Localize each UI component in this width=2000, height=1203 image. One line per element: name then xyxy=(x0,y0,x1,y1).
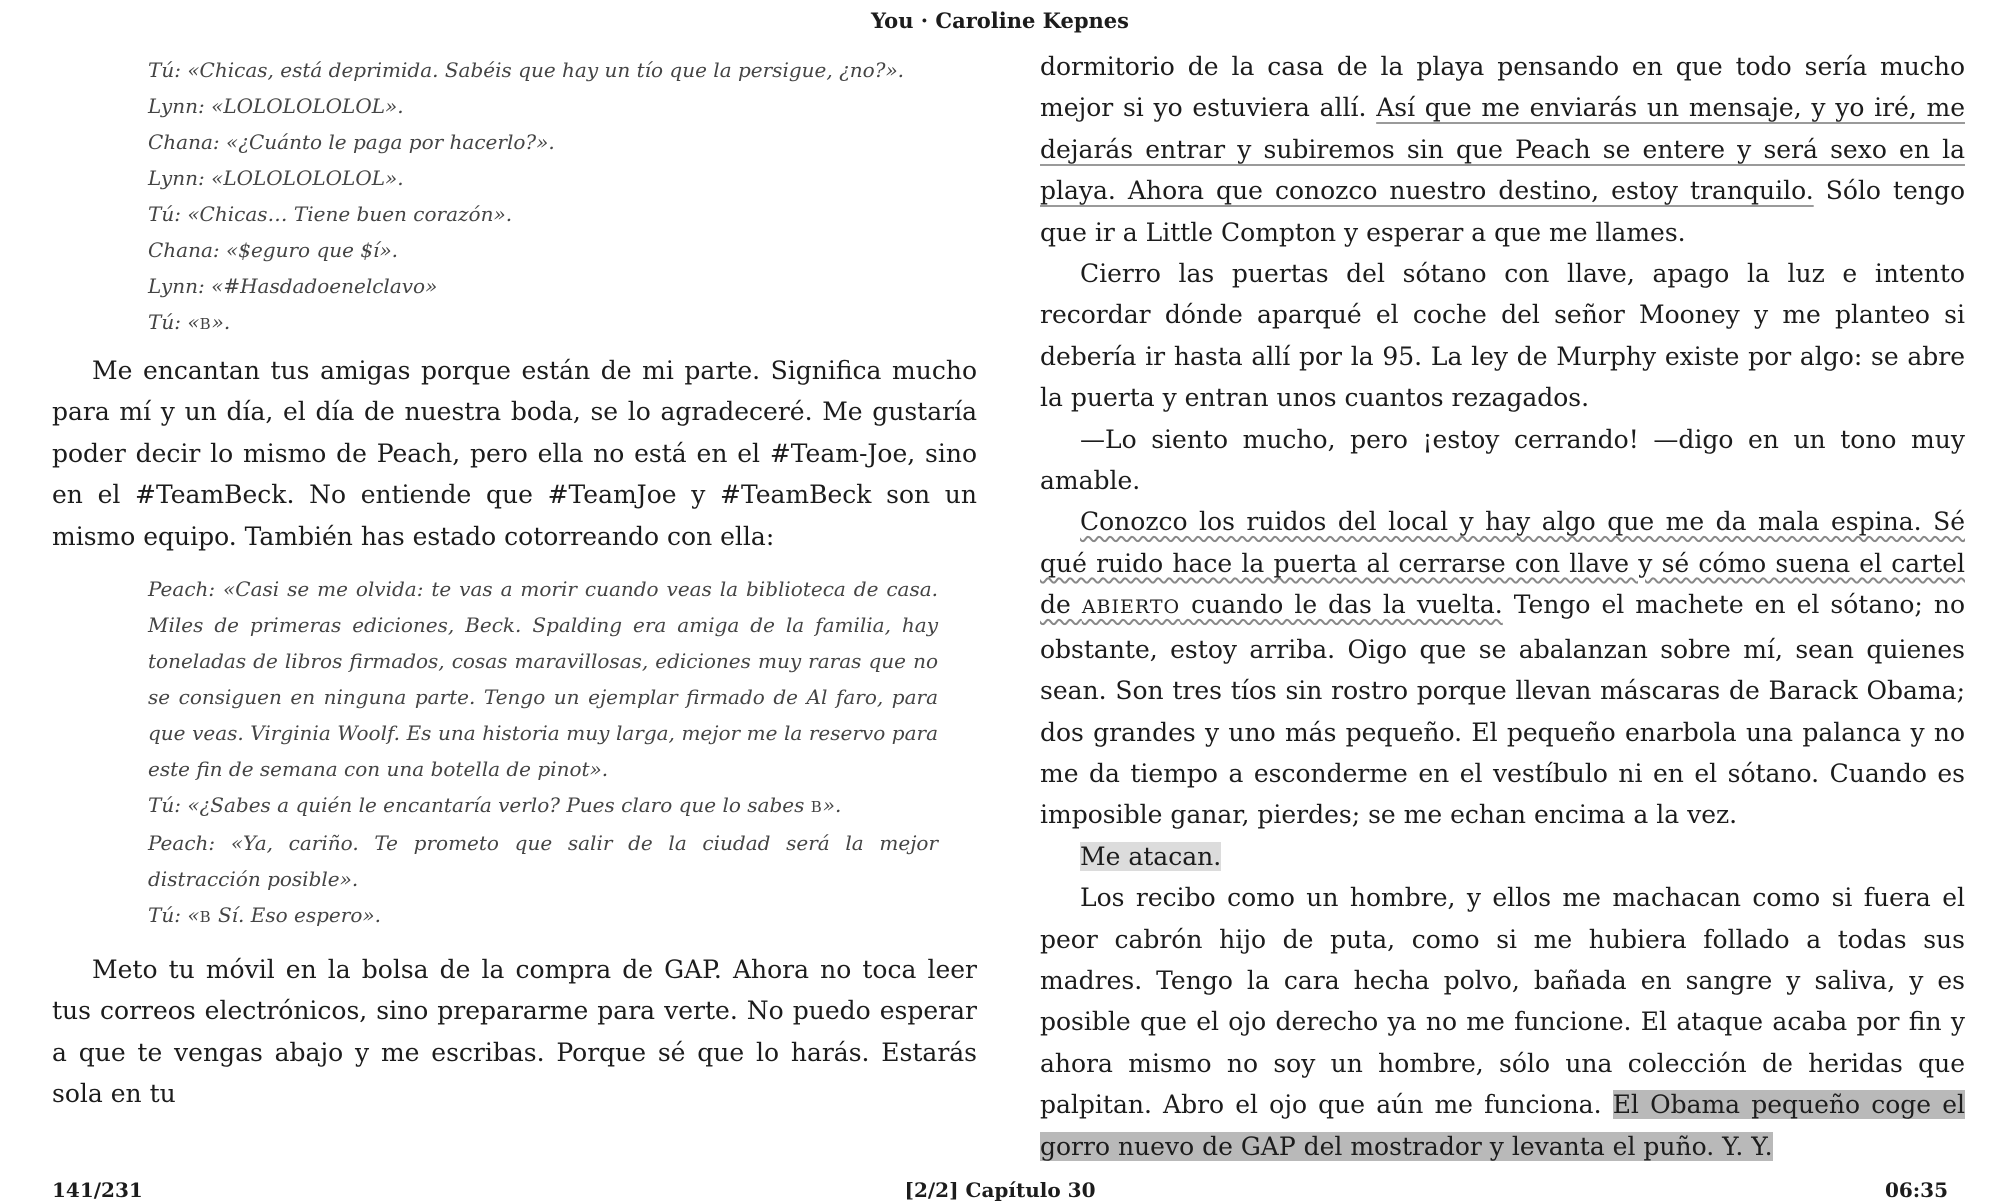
body-paragraph: Me encantan tus amigas porque están de mi parte. Significa mucho para mí y un día, el día de nuestra boda, se lo agradeceré. Me gustaría poder decir lo mismo de Peach, pero ella no está en el #Team-Joe, sino en el #TeamBeck. No entiende que #TeamJoe y #TeamBeck son un mismo equipo. También has estado cotorreando con ella: xyxy=(52,356,977,551)
chat-line: Lynn: «#Hasdadoenelclavo» xyxy=(148,274,438,298)
wavy-underlined-annotation[interactable]: Conozco los ruidos del local y hay algo que me da mala espina. Sé qué ruido hace la puerta al cerrarse con llave y sé cómo suena el cartel de ABIERTO cuando le das la vuelta. xyxy=(1040,507,1965,620)
body-paragraph: Los recibo como un hombre, y ellos me machacan como si fuera el peor cabrón hijo de puta, como si me hubiera follado a todas sus madres. Tengo la cara hecha polvo, bañada en sangre y saliva, y es posible que el ojo derecho ya no me funcione. El ataque acaba por fin y ahora mismo no soy un hombre, sólo una colección de heridas que palpitan. Abro el ojo que aún me funciona. El Obama pequeño coge el gorro nuevo de GAP del mostrador y levanta el puño. Y. Y. xyxy=(1040,883,1965,1161)
body-paragraph: dormitorio de la casa de la playa pensando en que todo sería mucho mejor si yo estuviera allí. Así que me enviarás un mensaje, y yo iré, me dejarás entrar y subiremos sin que Peach se entere y será sexo en la playa. Ahora que conozco nuestro destino, estoy tranquilo. Sólo tengo que ir a Little Compton y esperar a que me llames. xyxy=(1040,52,1966,247)
status-footer xyxy=(0,1177,2000,1203)
book-title-header: You · Caroline Kepnes xyxy=(871,8,1129,33)
underlined-annotation[interactable]: Así que me enviarás un mensaje, y yo iré, me dejarás entrar y subiremos sin que Peach se entere y será sexo en la playa. Ahora que conozco nuestro destino, estoy tranquilo. xyxy=(1040,93,1965,206)
page-counter: 141/231 xyxy=(52,1178,143,1202)
chat-line: Chana: «$eguro que $í». xyxy=(148,238,399,262)
body-paragraph: Cierro las puertas del sótano con llave, apago la luz e intento recordar dónde aparqué el coche del señor Mooney y me planteo si debería ir hasta allí por la 95. La ley de Murphy existe por algo: se abre la puerta y entran unos cuantos rezagados. xyxy=(1040,259,1965,413)
chat-excerpt-2 xyxy=(148,571,938,935)
body-paragraph xyxy=(1040,836,1965,877)
chat-line: Tú: «B». xyxy=(148,310,231,334)
chat-excerpt-1 xyxy=(148,52,938,342)
chat-line: Tú: «¿Sabes a quién le encantaría verlo? Pues claro que lo sabes B». xyxy=(148,793,842,818)
left-page-column xyxy=(52,52,977,1115)
chat-line: Chana: «¿Cuánto le paga por hacerlo?». xyxy=(148,130,555,154)
chapter-indicator[interactable]: [2/2] Capítulo 30 xyxy=(904,1178,1096,1202)
chat-line: Peach: «Ya, cariño. Te prometo que salir de la ciudad será la mejor distracción posible». xyxy=(148,831,938,892)
chat-line: Tú: «Chicas… Tiene buen corazón». xyxy=(148,202,513,226)
right-page-column xyxy=(1040,46,1965,1167)
chat-line: Tú: «B Sí. Eso espero». xyxy=(148,903,381,928)
highlighted-annotation[interactable]: Me atacan. xyxy=(1080,841,1222,871)
body-paragraph: Conozco los ruidos del local y hay algo que me da mala espina. Sé qué ruido hace la puerta al cerrarse con llave y sé cómo suena el cartel de ABIERTO cuando le das la vuelta. Tengo el machete en el sótano; no obstante, estoy arriba. Oigo que se abalanzan sobre mí, sean quienes sean. Son tres tíos sin rostro porque llevan máscaras de Barack Obama; dos grandes y uno más pequeño. El pequeño enarbola una palanca y no me da tiempo a esconderme en el vestíbulo ni en el sótano. Cuando es imposible ganar, pierdes; se me echan encima a la vez. xyxy=(1040,507,1965,830)
clock: 06:35 xyxy=(1884,1178,1948,1202)
chat-line: Peach: «Casi se me olvida: te vas a morir cuando veas la biblioteca de casa. Miles de primeras ediciones, Beck. Spalding era amiga de la familia, hay toneladas de libros firmados, cosas maravillosas, ediciones muy raras que no se consiguen en ninguna parte. Tengo un ejemplar firmado de Al faro, para que veas. Virginia Woolf. Es una historia muy larga, mejor me la reservo para este fin de semana con una botella de pinot». xyxy=(148,577,938,782)
highlighted-annotation[interactable]: El Obama pequeño coge el gorro nuevo de GAP del mostrador y levanta el puño. Y. Y. xyxy=(1040,1090,1965,1161)
body-paragraph: Meto tu móvil en la bolsa de la compra de GAP. Ahora no toca leer tus correos electrónicos, sino prepararme para verte. No puedo esperar a que te vengas abajo y me escribas. Porque sé que lo harás. Estarás sola en tu xyxy=(52,955,977,1109)
chat-line: Lynn: «LOLOLOLOLOL». xyxy=(148,166,404,190)
body-paragraph: —Lo siento mucho, pero ¡estoy cerrando! —digo en un tono muy amable. xyxy=(1040,424,1965,496)
chat-line: Tú: «Chicas, está deprimida. Sabéis que hay un tío que la persigue, ¿no?». xyxy=(148,58,905,82)
chat-line: Lynn: «LOLOLOLOLOL». xyxy=(148,94,404,118)
